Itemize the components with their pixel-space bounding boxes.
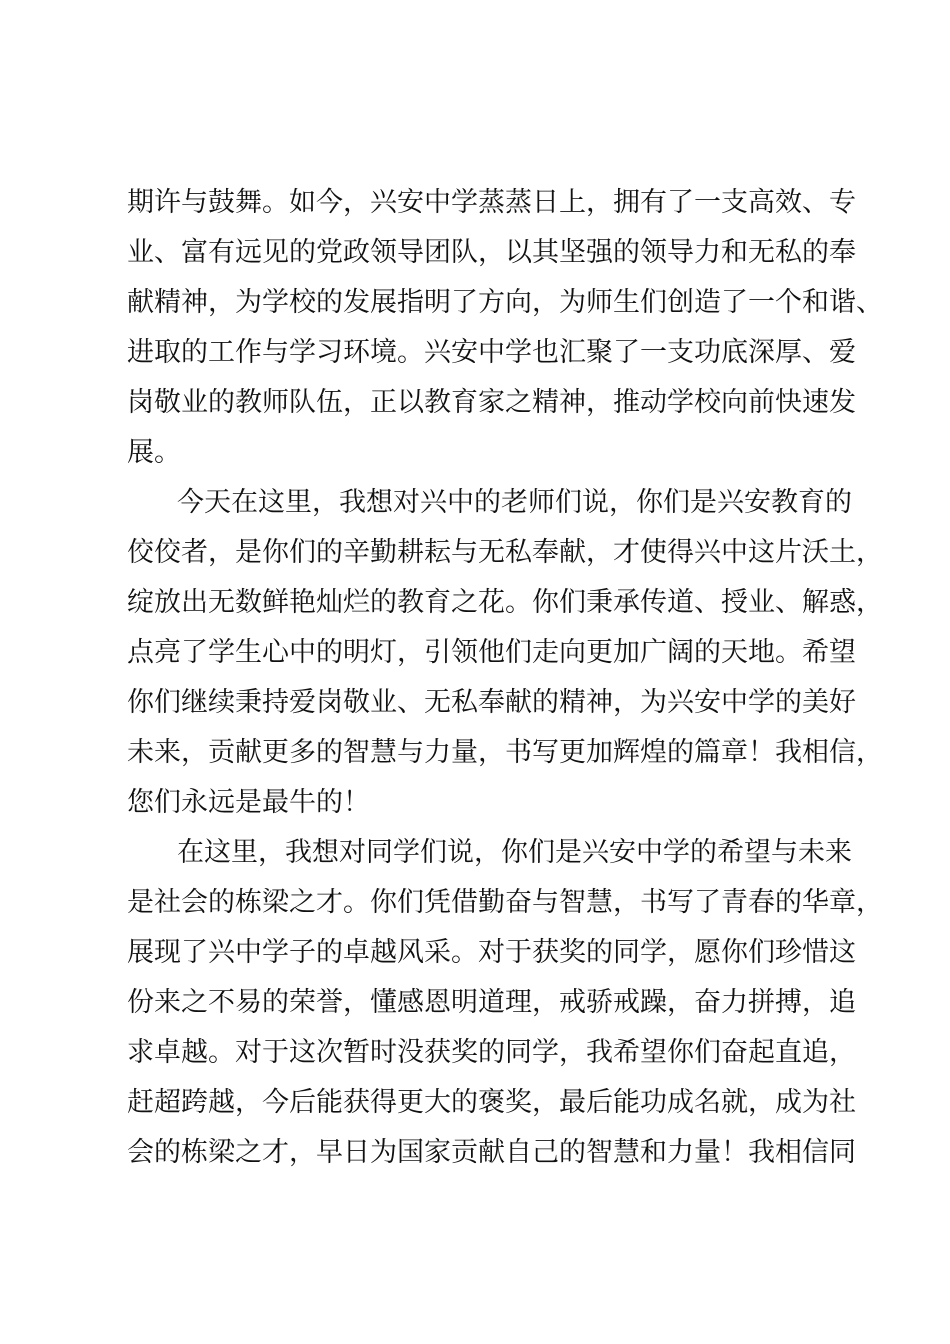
text-line: 求卓越。对于这次暂时没获奖的同学，我希望你们奋起直追， [127, 1037, 856, 1068]
text-line: 佼佼者，是你们的辛勤耕耘与无私奉献，才使得兴中这片沃土， [127, 537, 883, 568]
text-line: 岗敬业的教师队伍，正以教育家之精神，推动学校向前快速发 [127, 387, 856, 418]
text-line: 展现了兴中学子的卓越风采。对于获奖的同学，愿你们珍惜这 [127, 937, 856, 968]
text-line: 期许与鼓舞。如今，兴安中学蒸蒸日上，拥有了一支高效、专 [127, 187, 856, 218]
text-line: 赶超跨越，今后能获得更大的褒奖，最后能功成名就，成为社 [127, 1087, 856, 1118]
text-line: 今天在这里，我想对兴中的老师们说，你们是兴安教育的 [177, 487, 852, 518]
text-line: 展。 [127, 437, 181, 468]
text-line: 业、富有远见的党政领导团队，以其坚强的领导力和无私的奉 [127, 237, 856, 268]
text-line: 点亮了学生心中的明灯，引领他们走向更加广阔的天地。希望 [127, 637, 856, 668]
text-line: 绽放出无数鲜艳灿烂的教育之花。你们秉承传道、授业、解惑， [127, 587, 883, 618]
text-line: 是社会的栋梁之才。你们凭借勤奋与智慧，书写了青春的华章， [127, 887, 883, 918]
text-line: 在这里，我想对同学们说，你们是兴安中学的希望与未来 [177, 837, 852, 868]
text-line: 献精神，为学校的发展指明了方向，为师生们创造了一个和谐、 [127, 287, 883, 318]
text-line: 进取的工作与学习环境。兴安中学也汇聚了一支功底深厚、爱 [127, 337, 856, 368]
text-line: 会的栋梁之才，早日为国家贡献自己的智慧和力量！我相信同 [127, 1137, 856, 1168]
text-line: 你们继续秉持爱岗敬业、无私奉献的精神，为兴安中学的美好 [127, 687, 856, 718]
text-line: 份来之不易的荣誉，懂感恩明道理，戒骄戒躁，奋力拼搏，追 [127, 987, 856, 1018]
text-line: 您们永远是最牛的！ [127, 787, 370, 818]
text-line: 未来，贡献更多的智慧与力量，书写更加辉煌的篇章！我相信， [127, 737, 883, 768]
